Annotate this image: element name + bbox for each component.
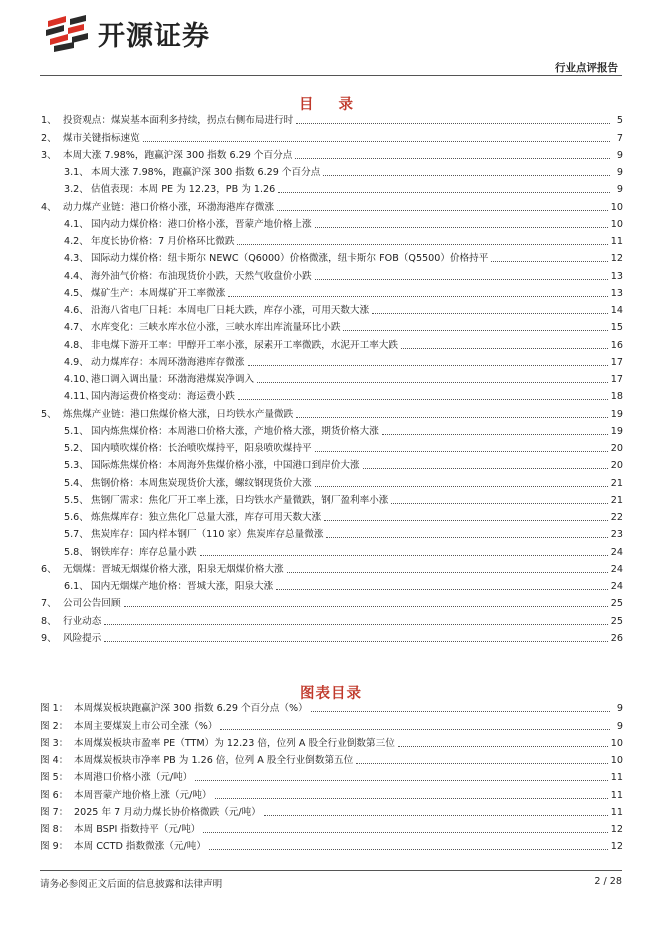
dot-leader (220, 729, 610, 730)
dot-leader (195, 780, 607, 781)
entry-page-number: 9 (616, 703, 623, 715)
dot-leader (209, 849, 608, 850)
entry-number: 5.6、 (64, 512, 89, 523)
page-indicator: 2 / 28 (594, 876, 622, 887)
toc-entry[interactable] (40, 421, 623, 438)
entry-title: 国际炼焦煤价格：本周海外焦煤价格小涨，中国港口到岸价大涨 (91, 460, 360, 472)
entry-page-number: 23 (610, 529, 623, 541)
entry-number: 3.1、 (64, 167, 89, 178)
figure-toc-entry[interactable] (40, 784, 623, 801)
entry-page-number: 19 (610, 425, 623, 437)
dot-leader (104, 624, 607, 625)
footer-divider (40, 870, 622, 871)
toc-entry[interactable] (40, 352, 623, 369)
entry-title: 焦炭库存：国内样本钢厂（110 家）焦炭库存总量微涨 (91, 529, 324, 541)
figure-toc-entry[interactable] (40, 819, 623, 836)
entry-number: 图 3： (40, 737, 69, 749)
entry-title: 本周大涨 7.98%，跑赢沪深 300 指数 6.29 个百分点 (91, 167, 321, 178)
figure-toc-entry[interactable] (40, 715, 623, 732)
entry-title: 沿海八省电厂日耗：本周电厂日耗大跌，库存小涨，可用天数大涨 (91, 305, 370, 316)
entry-title: 无烟煤：晋城无烟煤价格大涨，阳泉无烟煤价格大涨 (63, 563, 284, 575)
entry-page-number: 7 (616, 132, 623, 144)
entry-number: 5.8、 (64, 546, 89, 558)
toc-entry[interactable] (40, 283, 623, 300)
dot-leader (143, 141, 610, 142)
dot-leader (228, 296, 607, 297)
toc-entry[interactable] (40, 541, 623, 558)
figure-toc-entry[interactable] (40, 836, 623, 853)
dot-leader (324, 520, 608, 521)
entry-title: 本周大涨 7.98%，跑赢沪深 300 指数 6.29 个百分点 (63, 149, 293, 161)
dot-leader (315, 486, 608, 487)
entry-number: 4.2、 (64, 236, 89, 247)
entry-title: 本周煤炭板块市盈率 PE（TTM）为 12.23 倍，位列 A 股全行业倒数第三位 (74, 737, 395, 749)
entry-number: 7、 (41, 598, 57, 610)
logo-mark-icon (44, 15, 90, 53)
toc-entry[interactable] (40, 265, 623, 282)
entry-number: 9、 (41, 632, 57, 644)
entry-number: 5.7、 (64, 529, 89, 541)
entry-page-number: 17 (610, 374, 623, 385)
toc-entry[interactable] (40, 214, 623, 231)
entry-title: 国内炼焦煤价格：本周港口价格大涨，产地价格大涨，期货价格大涨 (91, 425, 379, 437)
entry-title: 国内海运费价格变动：海运费小跌 (91, 391, 235, 403)
toc-entry[interactable] (40, 593, 623, 610)
toc-list (40, 110, 623, 645)
entry-title: 炼焦煤产业链：港口焦煤价格大涨，日均铁水产量微跌 (63, 408, 294, 420)
toc-entry[interactable] (40, 369, 623, 386)
entry-number: 6、 (41, 563, 57, 575)
toc-entry[interactable] (40, 127, 623, 144)
dot-leader (326, 537, 607, 538)
entry-title: 港口调入调出量：环渤海港煤炭净调入 (91, 374, 255, 385)
dot-leader (491, 261, 607, 262)
entry-title: 估值表现：本周 PE 为 12.23，PB 为 1.26 (91, 184, 276, 196)
entry-page-number: 9 (616, 167, 623, 178)
entry-title: 国内喷吹煤价格：长治喷吹煤持平，阳泉喷吹煤持平 (91, 443, 312, 454)
entry-number: 4、 (41, 201, 57, 213)
entry-title: 钢铁库存：库存总量小跌 (91, 546, 197, 558)
entry-title: 煤矿生产：本周煤矿开工率微涨 (91, 287, 226, 299)
entry-number: 图 8： (40, 824, 69, 835)
entry-number: 2、 (41, 132, 57, 144)
dot-leader (311, 711, 610, 712)
entry-page-number: 13 (610, 287, 623, 299)
entry-page-number: 25 (610, 615, 623, 627)
dot-leader (315, 451, 608, 452)
entry-number: 3.2、 (64, 184, 89, 196)
toc-entry[interactable] (40, 179, 623, 196)
footer-disclaimer: 请务必参阅正文后面的信息披露和法律声明 (40, 879, 223, 890)
entry-title: 焦钢价格：本周焦炭现货价大涨，螺纹钢现货价大涨 (91, 477, 312, 489)
entry-title: 本周晋蒙产地价格上涨（元/吨） (74, 789, 212, 801)
toc-entry[interactable] (40, 438, 623, 455)
entry-number: 4.9、 (64, 356, 89, 368)
dot-leader (323, 175, 610, 176)
entry-page-number: 18 (610, 391, 623, 403)
entry-page-number: 24 (610, 563, 623, 575)
entry-title: 国内无烟煤产地价格：晋城大涨，阳泉大涨 (91, 581, 274, 592)
dot-leader (315, 279, 608, 280)
toc-entry[interactable] (40, 507, 623, 524)
entry-number: 5、 (41, 408, 57, 420)
dot-leader (124, 606, 608, 607)
entry-page-number: 13 (610, 270, 623, 282)
entry-page-number: 12 (610, 253, 623, 265)
entry-number: 4.11、 (64, 391, 95, 403)
entry-title: 水库变化：三峡水库水位小涨，三峡水库出库流量环比小跌 (91, 322, 341, 334)
dot-leader (372, 313, 608, 314)
dot-leader (237, 244, 607, 245)
entry-title: 动力煤产业链：港口价格小涨，环渤海港库存微涨 (63, 201, 275, 213)
header-divider (40, 75, 622, 76)
entry-number: 4.8、 (64, 339, 89, 351)
dot-leader (276, 589, 608, 590)
toc-title: 目 录 (298, 97, 364, 113)
dot-leader (257, 382, 608, 383)
entry-page-number: 12 (610, 841, 623, 853)
entry-number: 图 5： (40, 772, 69, 784)
entry-number: 图 1： (40, 703, 69, 715)
figure-toc-entry[interactable] (40, 767, 623, 784)
toc-entry[interactable] (40, 610, 623, 627)
entry-number: 4.3、 (64, 253, 89, 265)
dot-leader (382, 434, 608, 435)
entry-page-number: 11 (610, 789, 623, 801)
entry-page-number: 10 (610, 218, 623, 230)
entry-number: 图 6： (40, 789, 69, 801)
dot-leader (277, 210, 608, 211)
dot-leader (238, 399, 608, 400)
entry-number: 5.1、 (64, 425, 89, 437)
entry-page-number: 20 (610, 443, 623, 454)
entry-number: 1、 (41, 115, 57, 127)
dot-leader (398, 746, 608, 747)
dot-leader (264, 815, 608, 816)
toc-entry[interactable] (40, 524, 623, 541)
toc-entry[interactable] (40, 472, 623, 489)
dot-leader (296, 123, 610, 124)
entry-number: 4.4、 (64, 270, 89, 282)
entry-number: 图 4： (40, 755, 69, 766)
entry-page-number: 20 (610, 460, 623, 472)
toc-entry[interactable] (40, 231, 623, 248)
dot-leader (248, 365, 608, 366)
entry-page-number: 10 (610, 755, 623, 766)
entry-page-number: 26 (610, 632, 623, 644)
toc-entry[interactable] (40, 196, 623, 213)
dot-leader (391, 503, 607, 504)
report-type-label: 行业点评报告 (555, 62, 618, 74)
dot-leader (295, 158, 610, 159)
entry-page-number: 10 (610, 201, 623, 213)
entry-page-number: 15 (610, 322, 623, 334)
entry-title: 本周主要煤炭上市公司全涨（%） (74, 720, 218, 732)
entry-page-number: 12 (610, 824, 623, 835)
entry-page-number: 25 (610, 598, 623, 610)
toc-entry[interactable] (40, 248, 623, 265)
entry-page-number: 9 (616, 149, 623, 161)
entry-number: 4.1、 (64, 218, 89, 230)
entry-page-number: 14 (610, 305, 623, 316)
dot-leader (200, 555, 608, 556)
toc-entry[interactable] (40, 317, 623, 334)
entry-number: 3、 (41, 149, 57, 161)
toc-entry[interactable] (40, 576, 623, 593)
entry-title: 焦钢厂需求：焦化厂开工率上涨，日均铁水产量微跌，钢厂盈利率小涨 (91, 494, 389, 506)
entry-page-number: 11 (610, 806, 623, 818)
dot-leader (278, 192, 610, 193)
entry-number: 4.10、 (64, 374, 95, 385)
toc-entry[interactable] (40, 300, 623, 317)
entry-page-number: 21 (610, 494, 623, 506)
entry-title: 国内动力煤价格：港口价格小涨，晋蒙产地价格上涨 (91, 218, 312, 230)
figure-toc-entry[interactable] (40, 733, 623, 750)
toc-entry[interactable] (40, 490, 623, 507)
entry-title: 本周港口价格小涨（元/吨） (74, 772, 193, 784)
toc-entry[interactable] (40, 145, 623, 162)
entry-title: 非电煤下游开工率：甲醇开工率小涨，尿素开工率微跌，水泥开工率大跌 (91, 339, 398, 351)
entry-page-number: 24 (610, 546, 623, 558)
dot-leader (343, 330, 607, 331)
entry-number: 图 7： (40, 806, 69, 818)
toc-entry[interactable] (40, 334, 623, 351)
entry-page-number: 24 (610, 581, 623, 592)
entry-page-number: 11 (610, 772, 623, 784)
toc-entry[interactable] (40, 628, 623, 645)
dot-leader (287, 572, 608, 573)
figures-toc-title: 图表目录 (300, 686, 362, 702)
logo-text: 开源证券 (98, 21, 210, 52)
entry-number: 5.4、 (64, 477, 89, 489)
dot-leader (363, 468, 608, 469)
entry-page-number: 9 (616, 720, 623, 732)
entry-number: 4.7、 (64, 322, 89, 334)
entry-page-number: 19 (610, 408, 623, 420)
figure-toc-entry[interactable] (40, 750, 623, 767)
entry-title: 年度长协价格：7 月价格环比微跌 (91, 236, 235, 247)
entry-page-number: 11 (610, 236, 623, 247)
entry-title: 炼焦煤库存：独立焦化厂总量大涨，库存可用天数大涨 (91, 512, 322, 523)
dot-leader (356, 763, 608, 764)
toc-entry[interactable] (40, 403, 623, 420)
entry-title: 煤市关键指标速览 (63, 132, 140, 144)
entry-number: 5.2、 (64, 443, 89, 454)
entry-page-number: 21 (610, 477, 623, 489)
figure-toc-entry[interactable] (40, 698, 623, 715)
entry-page-number: 17 (610, 356, 623, 368)
toc-entry[interactable] (40, 455, 623, 472)
figures-toc-list (40, 698, 623, 853)
entry-number: 8、 (41, 615, 57, 627)
page-header (0, 0, 662, 78)
entry-page-number: 22 (610, 512, 623, 523)
figure-toc-entry[interactable] (40, 802, 623, 819)
toc-entry[interactable] (40, 110, 623, 127)
toc-entry[interactable] (40, 559, 623, 576)
entry-number: 4.6、 (64, 305, 89, 316)
toc-entry[interactable] (40, 162, 623, 179)
entry-title: 行业动态 (63, 615, 102, 627)
entry-number: 图 2： (40, 720, 69, 732)
dot-leader (203, 832, 607, 833)
entry-title: 动力煤库存：本周环渤海港库存微涨 (91, 356, 245, 368)
entry-number: 5.5、 (64, 494, 89, 506)
entry-page-number: 5 (616, 115, 623, 127)
entry-title: 投资观点：煤炭基本面利多持续，拐点右侧布局进行时 (63, 115, 294, 127)
company-logo (44, 14, 210, 53)
entry-number: 图 9： (40, 841, 69, 853)
entry-title: 海外油气价格：布油现货价小跌，天然气收盘价小跌 (91, 270, 312, 282)
entry-page-number: 9 (616, 184, 623, 196)
entry-title: 国际动力煤价格：纽卡斯尔 NEWC（Q6000）价格微涨，纽卡斯尔 FOB（Q5500）价格持平 (91, 253, 489, 265)
entry-number: 5.3、 (64, 460, 89, 472)
entry-title: 公司公告回顾 (63, 598, 121, 610)
toc-entry[interactable] (40, 386, 623, 403)
dot-leader (296, 417, 608, 418)
entry-title: 2025 年 7 月动力煤长协价格微跌（元/吨） (74, 806, 261, 818)
entry-title: 本周煤炭板块市净率 PB 为 1.26 倍，位列 A 股全行业倒数第五位 (74, 755, 354, 766)
entry-title: 本周 BSPI 指数持平（元/吨） (74, 824, 201, 835)
dot-leader (104, 641, 607, 642)
entry-number: 6.1、 (64, 581, 89, 592)
entry-title: 本周 CCTD 指数微涨（元/吨） (74, 841, 206, 853)
entry-page-number: 10 (610, 737, 623, 749)
dot-leader (315, 227, 608, 228)
entry-number: 4.5、 (64, 287, 89, 299)
entry-title: 本周煤炭板块跑赢沪深 300 指数 6.29 个百分点（%） (74, 703, 308, 715)
entry-title: 风险提示 (63, 632, 102, 644)
entry-page-number: 16 (610, 339, 623, 351)
dot-leader (401, 348, 608, 349)
dot-leader (215, 798, 608, 799)
